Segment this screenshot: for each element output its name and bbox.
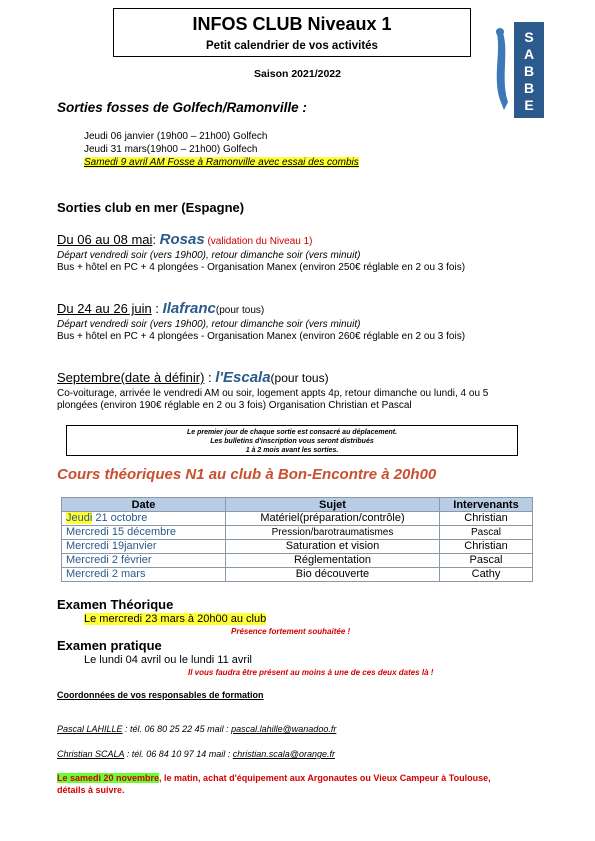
trip-ilafranc-line2: Bus + hôtel en PC + 4 plongées - Organisation Manex (environ 260€ réglable en 2 ou 3 fois) xyxy=(57,331,466,342)
trip-rosas-line2: Bus + hôtel en PC + 4 plongées - Organisation Manex (environ 250€ réglable en 2 ou 3 fois) xyxy=(57,262,466,273)
col-intervenants: Intervenants xyxy=(440,498,533,512)
final-note xyxy=(57,772,507,796)
row-sujet: Saturation et vision xyxy=(226,540,440,554)
row-sujet: Réglementation xyxy=(226,554,440,568)
club-logo xyxy=(486,20,548,120)
trip-ilafranc-sep: : xyxy=(151,301,163,316)
table-row xyxy=(62,540,533,554)
season-label: Saison 2021/2022 xyxy=(254,68,341,80)
exam-theo-date: Le mercredi 23 mars à 20h00 au club xyxy=(84,613,267,625)
row-date: Mercredi 19janvier xyxy=(62,540,226,554)
table-row xyxy=(62,512,533,526)
contact-name: Christian SCALA xyxy=(57,749,125,759)
row-sujet: Matériel(préparation/contrôle) xyxy=(226,512,440,526)
row-date-rest: 21 octobre xyxy=(92,512,148,524)
fosses-heading: Sorties fosses de Golfech/Ramonville : xyxy=(57,100,307,115)
trip-ilafranc-dest: Ilafranc xyxy=(162,300,216,317)
exam-prat-heading: Examen pratique xyxy=(57,638,162,653)
row-date: Mercredi 2 mars xyxy=(62,568,226,582)
col-date: Date xyxy=(62,498,226,512)
contact-info: : tél. 06 84 10 97 14 mail : xyxy=(124,749,233,759)
trip-rosas-heading xyxy=(57,231,313,248)
mer-heading: Sorties club en mer (Espagne) xyxy=(57,200,245,215)
trip-rosas-dates: Du 06 au 08 mai xyxy=(57,232,153,247)
fosse-line-1: Jeudi 06 janvier (19h00 – 21h00) Golfech xyxy=(84,131,268,142)
trip-escala-heading xyxy=(57,369,329,386)
row-date-highlight: Jeudi xyxy=(66,512,93,524)
logo-letter-e: E xyxy=(524,97,534,113)
logo-letter-b1: B xyxy=(523,63,535,79)
trip-escala-line1: Co-voiturage, arrivée le vendredi AM ou soir, logement appts 4p, retour dimanche ou lundi, 4 ou 5 xyxy=(57,388,489,399)
exam-prat-note: Il vous faudra être présent au moins à une de ces deux dates là ! xyxy=(188,668,434,677)
trip-ilafranc-dates: Du 24 au 26 juin xyxy=(57,301,152,316)
exam-theo-note: Présence fortement souhaitée ! xyxy=(231,627,351,636)
title-box xyxy=(113,8,471,57)
trip-escala-sep: : xyxy=(204,370,216,385)
trip-note-box xyxy=(66,425,518,456)
contact-mail-link[interactable]: christian.scala@orange.fr xyxy=(232,749,335,759)
contacts-heading: Coordonnées de vos responsables de formation xyxy=(57,690,264,700)
trip-rosas-note: (validation du Niveau 1) xyxy=(204,236,313,247)
trip-escala-note: (pour tous) xyxy=(270,371,329,385)
table-row xyxy=(62,568,533,582)
table-row xyxy=(62,554,533,568)
logo-letter-b2: B xyxy=(523,80,535,96)
row-intervenant: Pascal xyxy=(440,526,533,540)
trip-rosas-sep: : xyxy=(152,232,160,247)
cours-table xyxy=(61,497,533,582)
contact-pascal xyxy=(57,724,336,734)
col-sujet: Sujet xyxy=(226,498,440,512)
row-intervenant: Cathy xyxy=(440,568,533,582)
note-line-1: Le premier jour de chaque sortie est consacré au déplacement. xyxy=(186,429,398,436)
table-header-row xyxy=(62,498,533,512)
trip-ilafranc-heading xyxy=(57,300,264,317)
row-intervenant: Christian xyxy=(440,540,533,554)
page-subtitle: Petit calendrier de vos activités xyxy=(206,40,378,52)
logo-letter-a: A xyxy=(523,46,535,62)
trip-ilafranc-line1: Départ vendredi soir (vers 19h00), retour dimanche soir (vers minuit) xyxy=(57,319,361,330)
logo-letter-s: S xyxy=(524,29,534,45)
final-date: Le samedi 20 novembre xyxy=(57,773,160,783)
page-title: INFOS CLUB Niveaux 1 xyxy=(192,14,392,34)
contact-mail-link[interactable]: pascal.lahille@wanadoo.fr xyxy=(231,724,337,734)
row-sujet: Pression/barotraumatismes xyxy=(226,526,440,540)
row-date: Mercredi 15 décembre xyxy=(62,526,226,540)
final-text: , le matin, achat d'équipement aux Argonautes ou Vieux Campeur à Toulouse, détails à suivre. xyxy=(57,773,491,795)
exam-theo-line xyxy=(84,613,266,625)
fosse-line-3-text: Samedi 9 avril AM Fosse à Ramonville avec essai des combis xyxy=(84,157,359,168)
trip-ilafranc-note: (pour tous) xyxy=(215,305,265,316)
trip-escala-line2: plongées (environ 190€ réglable en 2 ou 3 fois) Organisation Christian et Pascal xyxy=(57,400,412,411)
row-intervenant: Pascal xyxy=(440,554,533,568)
exam-theo-heading: Examen Théorique xyxy=(57,597,174,612)
fosse-line-2: Jeudi 31 mars(19h00 – 21h00) Golfech xyxy=(84,144,258,155)
trip-escala-dates: Septembre(date à définir) xyxy=(57,370,205,385)
trip-rosas-line1: Départ vendredi soir (vers 19h00), retour dimanche soir (vers minuit) xyxy=(57,250,361,261)
note-line-2: Les bulletins d'inscription vous seront distribués xyxy=(210,438,374,445)
contact-christian xyxy=(57,749,335,759)
exam-prat-line: Le lundi 04 avril ou le lundi 11 avril xyxy=(84,654,252,666)
cours-heading: Cours théoriques N1 au club à Bon-Encontre à 20h00 xyxy=(57,466,437,483)
contact-name: Pascal LAHILLE xyxy=(57,724,123,734)
row-intervenant: Christian xyxy=(440,512,533,526)
note-line-3: 1 à 2 mois avant les sorties. xyxy=(245,447,339,454)
table-row xyxy=(62,526,533,540)
row-date: Mercredi 2 février xyxy=(62,554,226,568)
contact-info: : tél. 06 80 25 22 45 mail : xyxy=(122,724,232,734)
row-sujet: Bio découverte xyxy=(226,568,440,582)
fosse-line-3 xyxy=(84,157,359,169)
row-date xyxy=(62,512,226,526)
trip-escala-dest: l'Escala xyxy=(215,369,271,386)
trip-rosas-dest: Rosas xyxy=(159,231,205,248)
